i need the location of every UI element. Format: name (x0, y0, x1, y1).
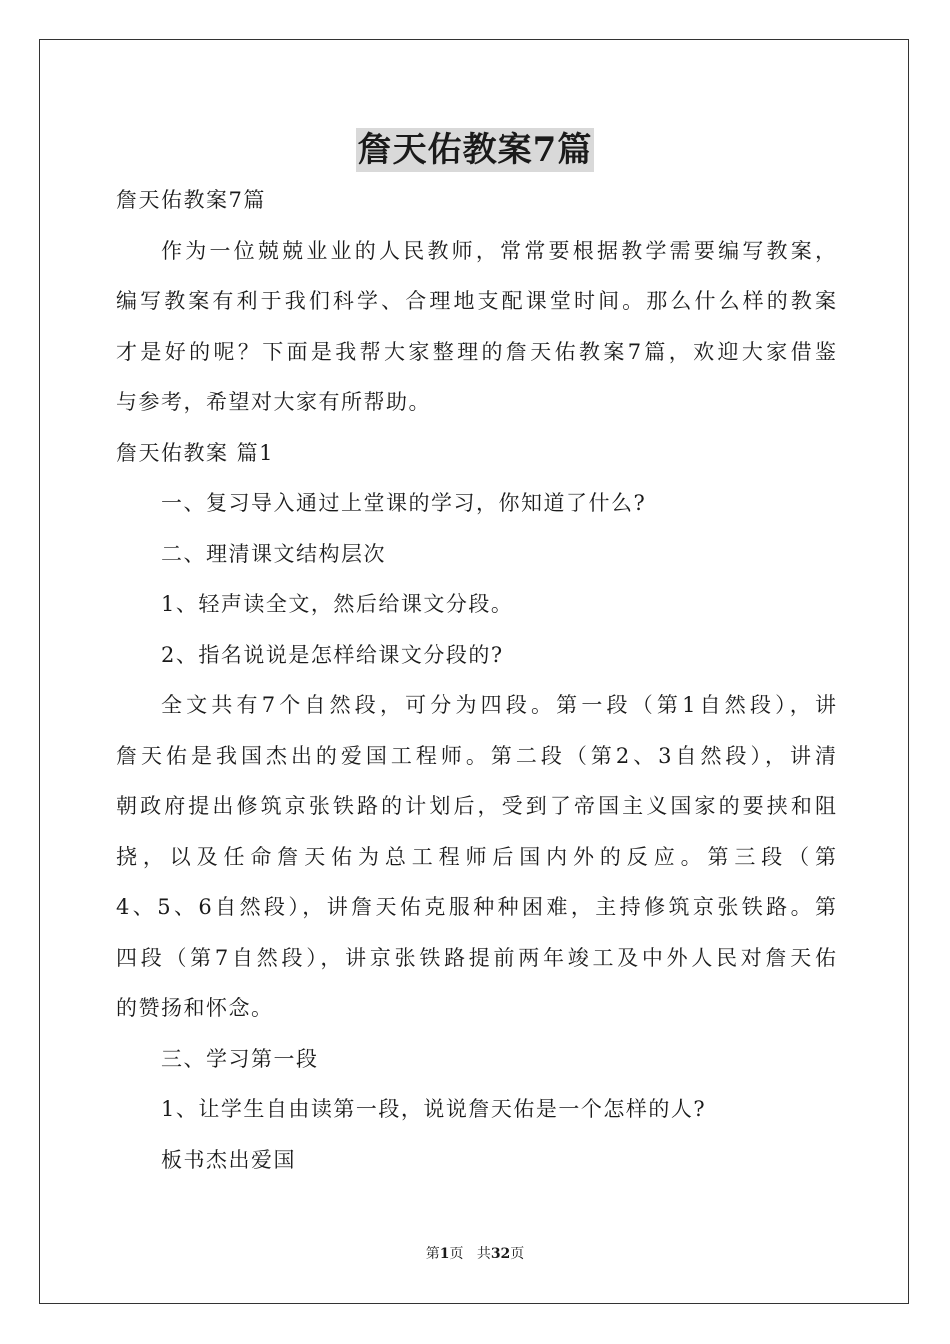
document-title: 詹天佑教案7篇 (357, 130, 593, 170)
footer-total-prefix: 共 (476, 1246, 491, 1262)
step-review: 一、复习导入通过上堂课的学习，你知道了什么? (161, 491, 647, 515)
footer-prefix: 第 (425, 1246, 440, 1262)
summary-line-2: 詹天佑是我国杰出的爱国工程师。第二段（第2、3自然段），讲清 (116, 743, 836, 768)
intro-line-2: 编写教案有利于我们科学、合理地支配课堂时间。那么什么样的教案 (116, 289, 836, 313)
footer-total-pages: 32 (490, 1246, 511, 1262)
summary-line-1: 全文共有7个自然段，可分为四段。第一段（第1自然段），讲 (161, 693, 836, 717)
footer-page-suffix: 页 (449, 1246, 464, 1262)
subtitle-line: 詹天佑教案7篇 (116, 188, 266, 212)
step-first-section: 三、学习第一段 (161, 1046, 319, 1071)
page-footer (0, 1244, 950, 1264)
intro-line-4: 与参考，希望对大家有所帮助。 (116, 390, 431, 414)
intro-line-3: 才是好的呢？下面是我帮大家整理的詹天佑教案7篇，欢迎大家借鉴 (116, 339, 836, 364)
title-container (0, 128, 950, 172)
sub-step-1: 1、轻声读全文，然后给课文分段。 (161, 592, 514, 616)
summary-line-6: 四段（第7自然段），讲京张铁路提前两年竣工及中外人民对詹天佑 (116, 945, 836, 970)
footer-page-number: 1 (439, 1246, 450, 1262)
section-heading: 詹天佑教案 篇1 (116, 440, 275, 465)
step-structure: 二、理清课文结构层次 (161, 541, 386, 566)
sub-step-2: 2、指名说说是怎样给课文分段的? (161, 642, 504, 667)
sub-step-read: 1、让学生自由读第一段，说说詹天佑是一个怎样的人? (161, 1097, 707, 1121)
blackboard-note: 板书杰出爱国 (161, 1147, 296, 1172)
summary-line-3: 朝政府提出修筑京张铁路的计划后，受到了帝国主义国家的要挟和阻 (116, 794, 836, 818)
summary-line-4: 挠，以及任命詹天佑为总工程师后国内外的反应。第三段（第 (116, 844, 836, 869)
intro-line-1: 作为一位兢兢业业的人民教师，常常要根据教学需要编写教案， (161, 238, 836, 263)
summary-line-7: 的赞扬和怀念。 (116, 996, 274, 1020)
footer-total-suffix: 页 (510, 1246, 525, 1262)
document-body (116, 175, 836, 1185)
summary-line-5: 4、5、6自然段），讲詹天佑克服种种困难，主持修筑京张铁路。第 (116, 895, 836, 919)
